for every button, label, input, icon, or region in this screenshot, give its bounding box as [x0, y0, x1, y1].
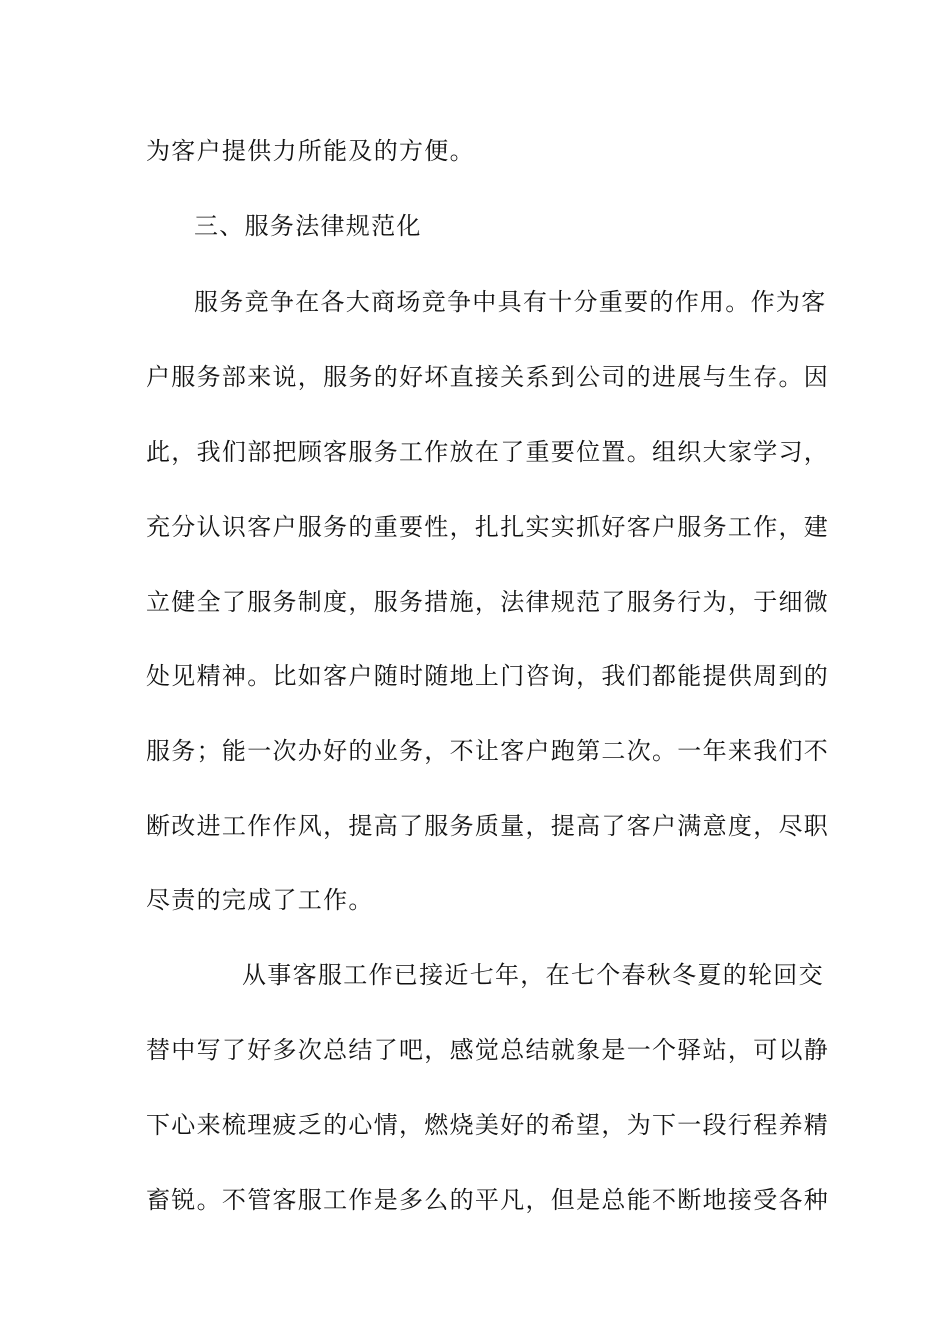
text-line-13: 替中写了好多次总结了吧，感觉总结就象是一个驿站，可以静 [146, 1036, 830, 1064]
text-line-14: 下心来梳理疲乏的心情，燃烧美好的希望，为下一段行程养精 [146, 1111, 830, 1139]
section-heading: 三、服务法律规范化 [194, 212, 422, 240]
text-line-8: 处见精神。比如客户随时随地上门咨询，我们都能提供周到的 [146, 662, 830, 690]
text-line-15: 畜锐。不管客服工作是多么的平凡，但是总能不断地接受各种 [146, 1186, 830, 1214]
text-line-5: 此，我们部把顾客服务工作放在了重要位置。组织大家学习， [146, 438, 830, 466]
text-line-9: 服务；能一次办好的业务，不让客户跑第二次。一年来我们不 [146, 737, 830, 765]
text-line-6: 充分认识客户服务的重要性，扎扎实实抓好客户服务工作，建 [146, 513, 830, 541]
text-line-3: 服务竞争在各大商场竞争中具有十分重要的作用。作为客 [194, 288, 827, 316]
text-line-11: 尽责的完成了工作。 [146, 886, 374, 914]
text-line-1: 为客户提供力所能及的方便。 [146, 137, 475, 165]
text-line-4: 户服务部来说，服务的好坏直接关系到公司的进展与生存。因 [146, 363, 830, 391]
text-line-10: 断改进工作作风，提高了服务质量，提高了客户满意度，尽职 [146, 812, 830, 840]
text-line-12: 从事客服工作已接近七年，在七个春秋冬夏的轮回交 [242, 961, 824, 989]
text-line-7: 立健全了服务制度，服务措施，法律规范了服务行为，于细微 [146, 588, 830, 616]
